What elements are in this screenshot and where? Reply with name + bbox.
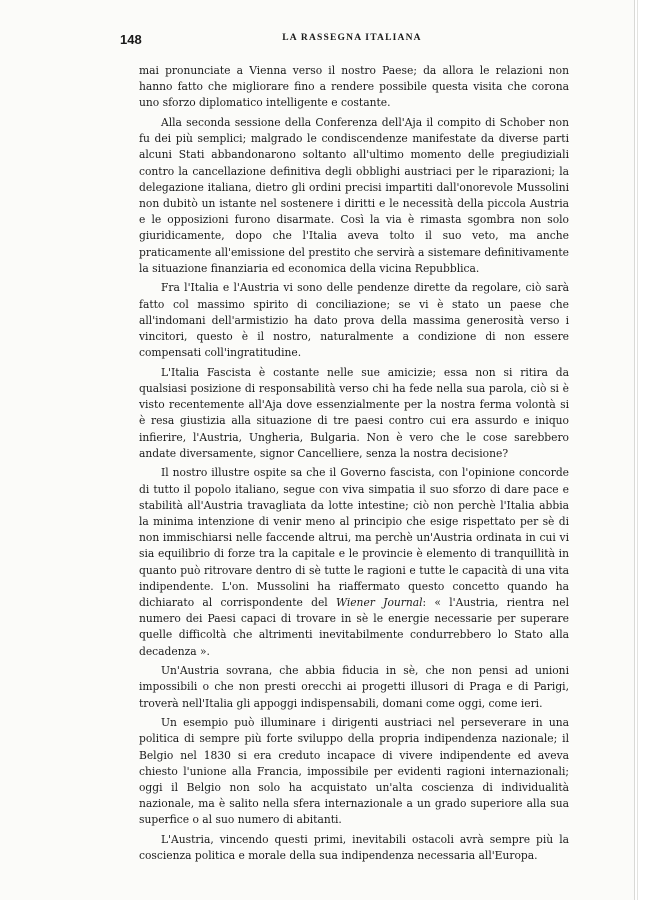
page-number: 148 <box>120 32 142 47</box>
newspaper-title: Wiener Journal <box>336 596 423 610</box>
paragraph-continuation: mai pronunciate a Vienna verso il nostro Paese; da allora le relazioni non hanno fatto che migliorare fino a rendere possibile questa visita che corona uno sforzo diplomatico intelligente e costante. <box>139 64 569 110</box>
paragraph-pending-matters: Fra l'Italia e l'Austria vi sono delle pendenze dirette da regolare, ciò sarà fatto col massimo spirito di conciliazione; se vi è stato un paese che all'indomani dell'armistizio ha dato prova della massima generosità verso i vincitori, questo è il nostro, naturalmente a condizione di non essere compensati coll'ingratitudine. <box>139 281 569 360</box>
paragraph-belgium-example: Un esempio può illuminare i dirigenti austriaci nel perseverare in una politica di sempre più forte sviluppo della propria indipendenza nazionale; il Belgio nel 1830 si era creduto incapace di vivere indipendente ed aveva chiesto l'unione alla Francia, impossibile per evidenti ragioni internazionali; oggi il Belgio non solo ha acquistato un'alta coscienza di individualità nazionale, ma è salito nella sfera internazionale a un grado superiore alla sua superfice o al suo numero di abitanti. <box>139 716 569 827</box>
page-edge <box>634 0 645 900</box>
paragraph-illustrious-guest <box>139 465 569 659</box>
paragraph-sovereign-austria: Un'Austria sovrana, che abbia fiducia in sè, che non pensi ad unioni impossibili o che non presti orecchi ai progetti illusori di Praga e di Parigi, troverà nell'Italia gli appoggi indispensabili, domani come oggi, come ieri. <box>139 664 569 710</box>
running-title: LA RASSEGNA ITALIANA <box>282 33 422 43</box>
article-body <box>139 63 569 868</box>
paragraph-text: Il nostro illustre ospite sa che il Governo fascista, con l'opinione concorde di tutto il popolo italiano, segue con viva simpatia il suo sforzo di dare pace e stabilità all'Austria travagliata da lotte intestine; ciò non perchè l'Italia abbia la minima intenzione di venir meno al principio che esige rispettato per sè di non immischiarsi nelle faccende altrui, ma perchè un'Austria ordinata in cui vi sia equilibrio di forze tra la capitale e le provincie è elemento di tranquillità in quanto può ritrovare dentro di sè tutte le ragioni e tutte le capacità di una vita indipendente. L'on. Mussolini ha riaffermato questo concetto quando ha dichiarato al corrispondente del <box>139 466 569 610</box>
paragraph-fascist-italy: L'Italia Fascista è costante nelle sue amicizie; essa non si ritira da qualsiasi posizione di responsabilità verso chi ha fede nella sua parola, ciò si è visto recentemente all'Aja dove essenzialmente per la nostra ferma volontà si è resa giustizia alla situazione di tre paesi contro cui era assurdo e iniquo infierire, l'Austria, Ungheria, Bulgaria. Non è vero che le cose sarebbero andate diversamente, signor Cancelliere, senza la nostra decisione? <box>139 365 569 460</box>
paragraph-text: : « l'Austria, rientra nel numero dei Paesi capaci di trovare in sè le energie necessarie per superare quelle difficoltà che altrimenti inevitabilmente condurrebbero lo Stato alla decadenza ». <box>139 596 569 658</box>
page-header <box>120 32 584 52</box>
paragraph-conclusion: L'Austria, vincendo questi primi, inevitabili ostacoli avrà sempre più la coscienza politica e morale della sua indipendenza necessaria all'Europa. <box>139 833 569 863</box>
paragraph-aja-conference: Alla seconda sessione della Conferenza dell'Aja il compito di Schober non fu dei più semplici; malgrado le condiscendenze manifestate da diverse parti alcuni Stati abbandonarono soltanto all'ultimo momento delle pregiudiziali contro la cancellazione definitiva degli obblighi austriaci per le riparazioni; la delegazione italiana, dietro gli ordini precisi impartiti dall'onorevole Mussolini non dubitò un istante nel sostenere i diritti e le necessità della piccola Austria e le opposizioni furono disarmate. Così la via è rimasta sgombra non solo giuridicamente, dopo che l'Italia aveva tolto il suo veto, ma anche praticamente all'emissione del prestito che servirà a sistemare definitivamente la situazione finanziaria ed economica della vicina Repubblica. <box>139 116 569 275</box>
